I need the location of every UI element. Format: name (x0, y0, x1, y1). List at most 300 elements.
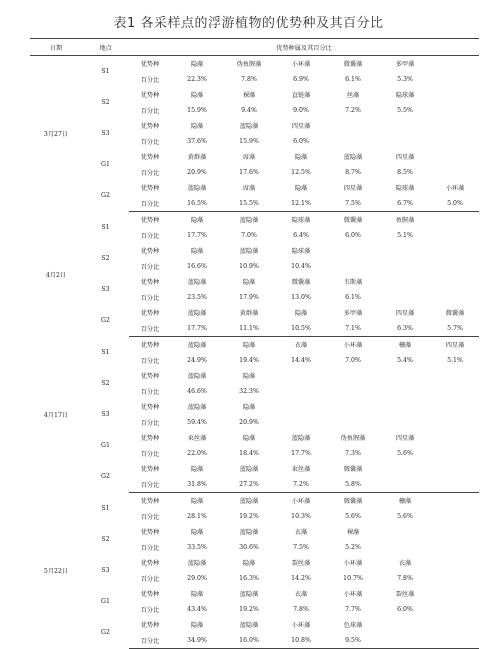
date-cell: 4月17日 (43, 412, 69, 419)
species-cell: 四星藻 (395, 154, 415, 162)
empty-cell (431, 617, 479, 633)
percent-cell: 16.5% (171, 196, 223, 212)
species-cell: 隐藻 (242, 279, 256, 287)
row-label: 优势种 (140, 154, 160, 162)
species-cell: 衣藻 (294, 529, 308, 537)
empty-cell (431, 602, 479, 618)
species-cell: 栅藻 (398, 498, 412, 506)
species-cell: 微囊藻 (445, 310, 465, 318)
empty-cell (327, 118, 379, 134)
species-row (30, 430, 479, 446)
date-cell: 5月22日 (43, 568, 69, 575)
empty-cell (327, 368, 379, 384)
percent-cell: 27.2% (223, 477, 275, 493)
species-cell: 隐球藻 (291, 217, 311, 225)
species-cell: 隐藻 (190, 591, 204, 599)
percent-cell: 20.9% (187, 168, 207, 176)
species-cell: 隐藻 (294, 154, 308, 162)
percent-cell: 34.9% (171, 633, 223, 649)
percent-cell: 7.5% (293, 543, 309, 551)
percent-cell: 15.9% (187, 106, 207, 114)
percent-cell: 43.4% (187, 605, 207, 613)
site-cell: S1 (101, 223, 110, 231)
species-cell: 隐藻 (294, 185, 308, 193)
percent-cell: 7.1% (327, 321, 379, 337)
percent-cell: 9.5% (327, 633, 379, 649)
row-label: 百分比 (140, 138, 160, 146)
percent-cell: 59.4% (187, 418, 207, 426)
row-label: 百分比 (140, 294, 160, 302)
species-cell: 小环藻 (445, 185, 465, 193)
percent-cell: 6.7% (379, 196, 431, 212)
percent-cell: 5.1% (447, 356, 463, 364)
row-label: 百分比 (129, 477, 171, 493)
species-row (30, 87, 479, 103)
species-cell: 隐藻 (190, 92, 204, 100)
empty-cell (379, 477, 431, 493)
empty-cell (379, 118, 431, 134)
percent-cell: 7.0% (345, 356, 361, 364)
species-cell: 隐球藻 (395, 92, 415, 100)
species-row (30, 586, 479, 602)
species-cell: 隐藻 (242, 373, 256, 381)
species-cell: 蓝隐藻 (239, 217, 259, 225)
species-cell: 隐藻 (294, 310, 308, 318)
percent-cell: 20.9% (239, 418, 259, 426)
row-label: 百分比 (140, 419, 160, 427)
row-label: 优势种 (140, 622, 160, 630)
table-title: 表1 各采样点的浮游植物的优势种及其百分比 (113, 16, 384, 31)
species-cell: 蓝隐藻 (239, 529, 259, 537)
percent-cell: 7.0% (241, 231, 257, 239)
species-cell: 微囊藻 (343, 61, 363, 69)
percent-cell: 30.6% (239, 543, 259, 551)
percent-cell: 7.7% (345, 605, 361, 613)
percent-cell: 7.8% (241, 75, 257, 83)
empty-cell (431, 633, 479, 649)
species-cell: 隐藻 (190, 248, 204, 256)
percent-cell: 17.7% (171, 321, 223, 337)
species-row (30, 180, 479, 196)
empty-cell (431, 571, 479, 587)
species-cell: 蓝隐藻 (187, 310, 207, 318)
species-cell: 隐藻 (190, 529, 204, 537)
species-cell: 四星藻 (395, 310, 415, 318)
species-cell: 栅藻 (398, 342, 412, 350)
row-label: 百分比 (129, 633, 171, 649)
empty-cell (431, 586, 479, 602)
row-label: 百分比 (140, 107, 160, 115)
species-cell: 小环藻 (291, 61, 311, 69)
species-cell: 多甲藻 (343, 310, 363, 318)
empty-cell (379, 259, 431, 275)
empty-cell (431, 72, 479, 88)
percent-cell: 10.7% (343, 574, 363, 582)
percent-cell: 8.5% (397, 168, 413, 176)
species-cell: 小环藻 (343, 591, 363, 599)
percent-cell: 17.6% (239, 168, 259, 176)
species-cell: 隐藻 (242, 435, 256, 443)
empty-cell (431, 509, 479, 525)
empty-cell (431, 56, 479, 72)
empty-cell (431, 384, 479, 400)
species-cell: 衣藻 (294, 591, 308, 599)
empty-cell (431, 103, 479, 119)
percent-cell: 5.5% (397, 106, 413, 114)
species-row (30, 461, 479, 477)
percent-cell: 5.1% (397, 231, 413, 239)
percent-cell: 10.4% (291, 262, 311, 270)
empty-cell (431, 290, 479, 306)
species-cell: 衣藻 (294, 342, 308, 350)
percent-cell: 12.5% (291, 168, 311, 176)
species-cell: 韦斯藻 (343, 279, 363, 287)
percent-cell: 10.3% (291, 512, 311, 520)
species-cell: 裸藻 (346, 529, 360, 537)
site-cell: S2 (101, 380, 110, 387)
species-cell: 蓝隐藻 (187, 560, 207, 568)
empty-cell (431, 493, 479, 509)
percent-cell: 5.0% (431, 196, 479, 212)
empty-cell (379, 524, 431, 540)
species-cell: 微囊藻 (343, 217, 363, 225)
site-cell: G1 (101, 442, 110, 449)
empty-cell (275, 415, 327, 431)
species-cell: 微囊藻 (291, 279, 311, 287)
header-site: 地点 (82, 39, 129, 56)
species-cell: 隐藻 (190, 123, 204, 131)
site-cell: S3 (101, 567, 110, 574)
species-cell: 隐球藻 (395, 185, 415, 193)
site-cell: S1 (101, 504, 110, 512)
percent-cell: 6.4% (293, 231, 309, 239)
row-label: 优势种 (140, 560, 160, 568)
percent-cell: 22.3% (187, 75, 207, 83)
percent-cell: 33.5% (187, 543, 207, 551)
percent-cell: 5.8% (327, 477, 379, 493)
percent-cell: 10.5% (275, 321, 327, 337)
site-cell: S3 (101, 130, 110, 137)
site-cell: G2 (101, 317, 110, 325)
species-cell: 蓝隐藻 (187, 404, 207, 412)
empty-cell (379, 540, 431, 556)
percent-cell: 6.0% (293, 137, 309, 145)
species-cell: 多甲藻 (395, 61, 415, 69)
empty-cell (431, 430, 479, 446)
species-cell: 蓝隐藻 (187, 342, 207, 350)
species-row (30, 493, 479, 509)
row-label: 优势种 (140, 248, 160, 256)
species-cell: 隐藻 (242, 404, 256, 412)
percent-cell: 17.9% (239, 293, 259, 301)
percent-cell: 7.2% (275, 477, 327, 493)
row-label: 优势种 (140, 529, 160, 537)
percent-cell: 7.3% (345, 449, 361, 457)
percent-cell: 5.4% (397, 356, 413, 364)
empty-cell (431, 149, 479, 165)
species-cell: 裂丝藻 (291, 560, 311, 568)
species-row (30, 212, 479, 228)
row-label: 百分比 (140, 169, 160, 177)
species-cell: 四星藻 (395, 435, 415, 443)
species-cell: 蓝隐藻 (291, 435, 311, 443)
row-label: 百分比 (140, 575, 160, 583)
empty-cell (431, 259, 479, 275)
percent-cell: 28.1% (187, 512, 207, 520)
empty-cell (431, 165, 479, 181)
empty-cell (431, 555, 479, 571)
percent-cell: 10.8% (275, 633, 327, 649)
empty-cell (275, 384, 327, 400)
empty-cell (431, 415, 479, 431)
row-label: 优势种 (140, 61, 160, 69)
empty-cell (379, 274, 431, 290)
species-cell: 束丝藻 (187, 435, 207, 443)
species-row (30, 617, 479, 633)
site-cell: S1 (101, 68, 110, 75)
percent-cell: 6.3% (379, 321, 431, 337)
header-species: 优势种属及其百分比 (129, 39, 479, 56)
empty-cell (431, 368, 479, 384)
species-cell: 小环藻 (291, 498, 311, 506)
species-cell: 隐藻 (242, 342, 256, 350)
percent-cell: 7.8% (293, 605, 309, 613)
row-label: 优势种 (140, 498, 160, 506)
site-cell: S2 (101, 536, 110, 543)
empty-cell (431, 212, 479, 228)
empty-cell (379, 461, 431, 477)
empty-cell (275, 368, 327, 384)
row-label: 优势种 (140, 404, 160, 412)
row-label: 百分比 (129, 321, 171, 337)
percent-cell: 6.9% (293, 75, 309, 83)
species-cell: 席藻 (242, 185, 256, 193)
species-row (30, 368, 479, 384)
species-cell: 隐藻 (190, 217, 204, 225)
row-label: 百分比 (140, 450, 160, 458)
row-label: 优势种 (140, 310, 160, 318)
species-cell: 蓝隐藻 (343, 154, 363, 162)
percent-cell: 5.7% (431, 321, 479, 337)
row-label: 优势种 (140, 185, 160, 193)
species-row (30, 337, 479, 353)
site-cell: G2 (101, 192, 110, 200)
species-row (30, 399, 479, 415)
percent-cell: 5.6% (397, 512, 413, 520)
percent-cell: 12.1% (275, 196, 327, 212)
empty-cell (431, 87, 479, 103)
percent-cell: 16.3% (239, 574, 259, 582)
row-label: 百分比 (140, 544, 160, 552)
species-cell: 隐藻 (190, 61, 204, 69)
percent-cell: 18.4% (239, 449, 259, 457)
empty-cell (327, 134, 379, 150)
header-date: 日期 (30, 39, 82, 56)
percent-cell: 16.6% (187, 262, 207, 270)
species-cell: 蓝隐藻 (187, 373, 207, 381)
percent-cell: 37.6% (187, 137, 207, 145)
percent-cell: 6.1% (345, 293, 361, 301)
percent-cell: 31.8% (171, 477, 223, 493)
empty-cell (431, 540, 479, 556)
empty-cell (327, 399, 379, 415)
species-row (30, 243, 479, 259)
species-row (30, 305, 479, 321)
site-cell: G1 (101, 598, 110, 605)
percent-cell: 23.5% (187, 293, 207, 301)
percent-cell: 24.9% (187, 356, 207, 364)
table-body (30, 56, 479, 649)
row-label: 优势种 (140, 279, 160, 287)
row-label: 优势种 (140, 342, 160, 350)
species-row (30, 56, 479, 72)
species-cell: 鱼腥藻 (395, 217, 415, 225)
percent-cell: 9.4% (241, 106, 257, 114)
species-cell: 小环藻 (343, 342, 363, 350)
percent-cell: 9.0% (293, 106, 309, 114)
percent-cell: 6.0% (397, 605, 413, 613)
percent-cell: 6.1% (345, 75, 361, 83)
percent-cell: 32.3% (239, 387, 259, 395)
empty-cell (431, 399, 479, 415)
empty-cell (379, 243, 431, 259)
species-cell: 蓝隐藻 (239, 498, 259, 506)
species-cell: 四星藻 (445, 342, 465, 350)
species-cell: 蓝隐藻 (187, 279, 207, 287)
row-label: 百分比 (140, 513, 160, 521)
percent-cell: 7.2% (345, 106, 361, 114)
empty-cell (327, 415, 379, 431)
site-cell: S3 (101, 411, 110, 418)
species-cell: 微囊藻 (343, 498, 363, 506)
empty-cell (431, 461, 479, 477)
percent-cell: 19.2% (239, 605, 259, 613)
percent-cell: 15.5% (223, 196, 275, 212)
row-label: 优势种 (140, 92, 160, 100)
empty-cell (431, 524, 479, 540)
species-row (30, 555, 479, 571)
species-cell: 小环藻 (291, 622, 311, 630)
percent-cell: 5.3% (397, 75, 413, 83)
species-cell: 裸藻 (242, 92, 256, 100)
row-label: 百分比 (140, 76, 160, 84)
percent-cell: 8.7% (345, 168, 361, 176)
empty-cell (327, 384, 379, 400)
site-cell: G1 (101, 161, 110, 168)
site-cell: S1 (101, 348, 110, 356)
empty-cell (431, 118, 479, 134)
row-label: 优势种 (140, 591, 160, 599)
empty-cell (379, 384, 431, 400)
empty-cell (431, 274, 479, 290)
species-cell: 四星藻 (291, 123, 311, 131)
species-cell: 束丝藻 (291, 466, 311, 474)
species-cell: 直链藻 (291, 92, 311, 100)
species-cell: 蓝隐藻 (239, 248, 259, 256)
species-cell: 隐藻 (190, 466, 204, 474)
species-cell: 丝藻 (346, 92, 360, 100)
species-cell: 黄群藻 (239, 310, 259, 318)
species-cell: 四星藻 (343, 185, 363, 193)
percent-cell: 11.1% (223, 321, 275, 337)
percent-cell: 46.6% (187, 387, 207, 395)
empty-cell (379, 633, 431, 649)
percent-cell: 16.0% (223, 633, 275, 649)
row-label: 百分比 (140, 606, 160, 614)
empty-cell (379, 399, 431, 415)
species-cell: 蓝隐藻 (239, 466, 259, 474)
percent-cell: 14.2% (291, 574, 311, 582)
species-cell: 隐藻 (242, 560, 256, 568)
empty-cell (327, 243, 379, 259)
percent-cell: 10.9% (239, 262, 259, 270)
percent-cell: 17.7% (187, 231, 207, 239)
species-cell: 小环藻 (343, 560, 363, 568)
site-cell: S2 (101, 255, 110, 262)
empty-cell (379, 134, 431, 150)
species-cell: 席藻 (242, 154, 256, 162)
site-cell: S3 (101, 286, 110, 293)
empty-cell (431, 228, 479, 244)
species-cell: 伪鱼腥藻 (340, 435, 366, 443)
percent-cell: 7.5% (327, 196, 379, 212)
species-cell: 伪鱼腥藻 (236, 61, 262, 69)
percent-cell: 17.7% (291, 449, 311, 457)
empty-cell (275, 399, 327, 415)
percent-cell: 15.9% (239, 137, 259, 145)
percent-cell: 19.4% (239, 356, 259, 364)
date-cell: 3月27日 (43, 131, 69, 139)
empty-cell (327, 259, 379, 275)
empty-cell (431, 477, 479, 493)
species-cell: 微囊藻 (343, 466, 363, 474)
species-cell: 色球藻 (343, 622, 363, 630)
empty-cell (431, 446, 479, 462)
row-label: 优势种 (140, 435, 160, 443)
row-label: 优势种 (140, 466, 160, 474)
species-row (30, 149, 479, 165)
date-cell: 4月2日 (45, 271, 67, 279)
species-row (30, 524, 479, 540)
species-cell: 隐藻 (190, 622, 204, 630)
empty-cell (379, 290, 431, 306)
percent-cell: 5.6% (397, 449, 413, 457)
percent-cell: 5.6% (345, 512, 361, 520)
empty-cell (379, 415, 431, 431)
empty-cell (431, 134, 479, 150)
empty-cell (379, 368, 431, 384)
row-label: 百分比 (129, 196, 171, 212)
percent-cell: 6.0% (345, 231, 361, 239)
row-label: 百分比 (140, 263, 160, 271)
percent-cell: 14.4% (291, 356, 311, 364)
empty-cell (379, 617, 431, 633)
species-cell: 衣藻 (398, 560, 412, 568)
percent-cell: 19.2% (239, 512, 259, 520)
row-label: 百分比 (140, 357, 160, 365)
species-row (30, 274, 479, 290)
dominant-species-table (30, 38, 479, 649)
percent-cell: 13.0% (291, 293, 311, 301)
species-cell: 隐藻 (190, 498, 204, 506)
row-label: 百分比 (140, 232, 160, 240)
row-label: 优势种 (140, 217, 160, 225)
species-cell: 蓝隐藻 (187, 185, 207, 193)
species-row (30, 118, 479, 134)
site-cell: G2 (101, 473, 110, 481)
percent-cell: 22.0% (187, 449, 207, 457)
header-row (30, 39, 479, 56)
